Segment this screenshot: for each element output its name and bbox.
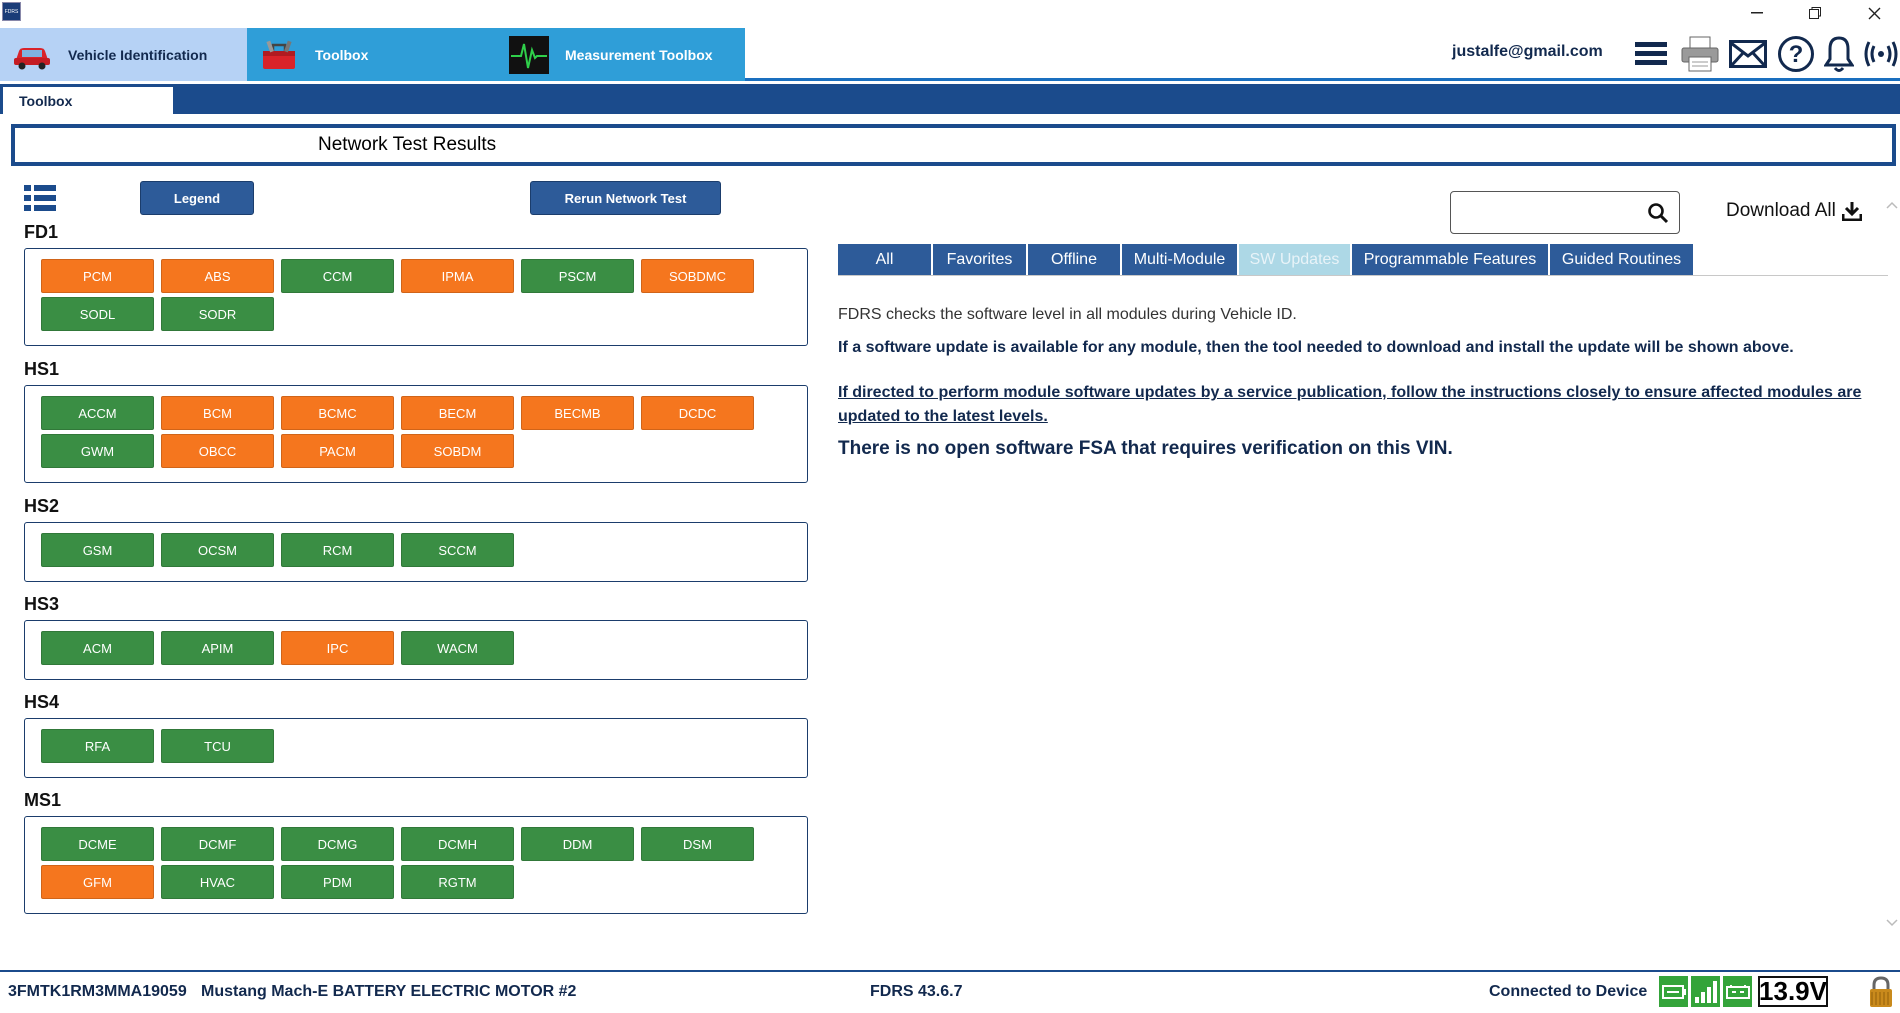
results-header [11,124,1896,166]
module-button-gfm[interactable]: GFM [41,865,154,899]
user-email[interactable]: justalfe@gmail.com [1452,43,1603,60]
sub-tab-bar [0,84,1900,114]
network-group-ms1 [24,816,808,914]
legend-button[interactable]: Legend [140,181,254,215]
svg-text:?: ? [1788,41,1804,68]
print-button[interactable] [1679,34,1721,74]
tab-label: Vehicle Identification [68,46,208,63]
info-text-update-available: If a software update is available for any module, then the tool needed to download and install the update will be shown above. [838,339,1794,356]
lock-icon [1866,976,1896,1008]
module-button-dcmg[interactable]: DCMG [281,827,394,861]
module-button-wacm[interactable]: WACM [401,631,514,665]
toolbox-icon [257,35,301,75]
oscilloscope-icon [507,35,551,75]
rerun-network-test-button[interactable]: Rerun Network Test [530,181,721,215]
bell-icon [1824,35,1854,73]
search-icon[interactable] [1647,202,1669,224]
tab-measurement-toolbox[interactable] [497,28,745,81]
module-button-ddm[interactable]: DDM [521,827,634,861]
module-button-sccm[interactable]: SCCM [401,533,514,567]
voltage-readout: 13.9V [1759,976,1827,1006]
notifications-button[interactable] [1822,34,1856,74]
module-button-tcu[interactable]: TCU [161,729,274,763]
vin-text: 3FMTK1RM3MMA19059 [8,983,187,1000]
download-icon [1842,201,1862,221]
help-icon [1777,35,1815,73]
tab-programmable-features[interactable]: Programmable Features [1352,244,1548,276]
close-button[interactable] [1845,0,1900,26]
messages-button[interactable] [1728,34,1768,74]
hamburger-icon [1635,41,1667,67]
module-button-ccm[interactable]: CCM [281,259,394,293]
minimize-icon [1751,12,1763,14]
download-all-label: Download All [1726,200,1836,221]
help-button[interactable] [1776,34,1816,74]
module-button-ipma[interactable]: IPMA [401,259,514,293]
module-button-accm[interactable]: ACCM [41,396,154,430]
module-button-sobdm[interactable]: SOBDM [401,434,514,468]
connection-status: Connected to Device [1489,983,1648,1000]
minimize-button[interactable] [1728,0,1786,26]
wireless-signal-icon [1862,37,1900,71]
tab-sw-updates[interactable]: SW Updates [1239,244,1350,276]
signal-status-indicator [1691,976,1720,1007]
info-text-check: FDRS checks the software level in all modules during Vehicle ID. [838,306,1297,323]
network-label-ms1: MS1 [24,790,62,810]
signal-bars-icon [1694,980,1718,1004]
lock-button[interactable] [1866,976,1896,1008]
module-button-bcmc[interactable]: BCMC [281,396,394,430]
wireless-button[interactable] [1862,34,1900,74]
version-text: FDRS 43.6.7 [870,983,963,1000]
network-group-fd1 [24,248,808,346]
module-button-apim[interactable]: APIM [161,631,274,665]
module-button-becm[interactable]: BECM [401,396,514,430]
module-button-dcmh[interactable]: DCMH [401,827,514,861]
tab-offline[interactable]: Offline [1028,244,1120,276]
module-button-dcmf[interactable]: DCMF [161,827,274,861]
search-input[interactable] [1459,200,1639,224]
car-icon [10,35,54,75]
module-button-dsm[interactable]: DSM [641,827,754,861]
module-button-rfa[interactable]: RFA [41,729,154,763]
module-button-gwm[interactable]: GWM [41,434,154,468]
module-button-pcm[interactable]: PCM [41,259,154,293]
menu-button[interactable] [1634,34,1668,74]
chevron-down-icon [1886,919,1898,927]
module-button-obcc[interactable]: OBCC [161,434,274,468]
module-button-gsm[interactable]: GSM [41,533,154,567]
info-text-no-fsa: There is no open software FSA that requires verification on this VIN. [838,438,1453,459]
scroll-down-arrow[interactable] [1886,918,1898,930]
info-link-service-publication[interactable]: If directed to perform module software updates by a service publication, follow the instructions closely to ensure affected modules are updated to the latest levels. [838,384,1862,425]
restore-icon [1809,7,1821,19]
module-button-abs[interactable]: ABS [161,259,274,293]
module-button-dcme[interactable]: DCME [41,827,154,861]
module-button-hvac[interactable]: HVAC [161,865,274,899]
module-button-acm[interactable]: ACM [41,631,154,665]
printer-icon [1680,35,1720,73]
list-view-button[interactable] [24,184,56,212]
battery-icon [1662,984,1686,1000]
vehicle-text: Mustang Mach-E BATTERY ELECTRIC MOTOR #2 [201,983,577,1000]
window-title-bar [0,0,1900,26]
module-button-ocsm[interactable]: OCSM [161,533,274,567]
search-box [1450,191,1680,234]
tab-favorites[interactable]: Favorites [933,244,1026,276]
module-button-becmb[interactable]: BECMB [521,396,634,430]
tab-vehicle-identification[interactable] [0,28,247,81]
network-group-hs2 [24,522,808,582]
restore-button[interactable] [1786,0,1844,26]
module-button-pacm[interactable]: PACM [281,434,394,468]
module-button-sodr[interactable]: SODR [161,297,274,331]
network-label-hs1: HS1 [24,359,60,379]
module-button-bcm[interactable]: BCM [161,396,274,430]
module-button-dcdc[interactable]: DCDC [641,396,754,430]
chevron-up-icon [1886,201,1898,209]
tab-guided-routines[interactable]: Guided Routines [1550,244,1693,276]
tab-label: Toolbox [315,46,369,63]
network-group-hs4 [24,718,808,778]
module-button-ipc[interactable]: IPC [281,631,394,665]
module-button-rgtm[interactable]: RGTM [401,865,514,899]
module-button-sobdmc[interactable]: SOBDMC [641,259,754,293]
list-icon [24,184,56,212]
close-icon [1868,7,1881,20]
tab-toolbox[interactable] [247,28,497,81]
scroll-up-arrow[interactable] [1886,200,1898,212]
module-button-pdm[interactable]: PDM [281,865,394,899]
module-button-sodl[interactable]: SODL [41,297,154,331]
envelope-icon [1729,40,1767,68]
network-label-hs3: HS3 [24,594,60,614]
network-group-hs1 [24,385,808,483]
module-button-rcm[interactable]: RCM [281,533,394,567]
page-title: Network Test Results [318,134,497,155]
tab-all[interactable]: All [838,244,931,276]
tab-label: Measurement Toolbox [565,46,713,63]
module-button-pscm[interactable]: PSCM [521,259,634,293]
tab-multi-module[interactable]: Multi-Module [1122,244,1237,276]
app-logo: FDRS [2,2,21,21]
filter-tabs [838,244,1695,276]
vehicle-battery-icon [1726,984,1750,1000]
download-all-button[interactable] [1726,200,1862,222]
battery-status-indicator [1659,976,1688,1007]
network-label-hs2: HS2 [24,496,60,516]
network-group-hs3 [24,620,808,680]
network-label-hs4: HS4 [24,692,60,712]
subtab-toolbox[interactable]: Toolbox [2,86,174,114]
device-battery-indicator [1723,976,1752,1007]
network-label-fd1: FD1 [24,222,59,242]
tabs-divider [838,275,1888,276]
